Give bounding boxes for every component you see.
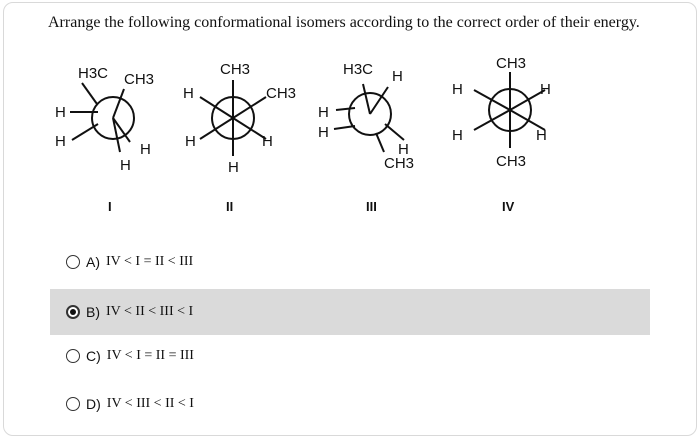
mol3-numeral: III xyxy=(366,199,377,214)
option-d-text: IV < III < II < I xyxy=(106,396,194,411)
mol3-label-h3c: H3C xyxy=(343,61,374,78)
mol2-label-ch3-top: CH3 xyxy=(220,61,251,78)
mol1-label-ch3: CH3 xyxy=(124,71,155,88)
mol4-label-ch3-top: CH3 xyxy=(496,55,527,72)
mol2-label-h-upper-left: H xyxy=(183,85,194,102)
mol1-label-h-left-top: H xyxy=(55,104,66,121)
option-a-letter: A) xyxy=(86,254,100,270)
mol1-label-h-left-bottom: H xyxy=(55,133,66,150)
mol3-label-h-upper-right: H xyxy=(392,68,403,85)
newman-projection-4 xyxy=(474,72,545,148)
mol3-label-h-left-top: H xyxy=(318,104,329,121)
mol4-label-h-lower-right: H xyxy=(536,127,547,144)
newman-projection-2 xyxy=(200,80,266,156)
option-b-letter: B) xyxy=(86,304,100,320)
option-d[interactable] xyxy=(56,383,650,425)
mol4-numeral: IV xyxy=(502,199,515,214)
mol2-label-h-lower-left: H xyxy=(185,133,196,150)
radio-option-c[interactable] xyxy=(66,349,80,363)
newman-projection-3 xyxy=(334,84,404,152)
mol4-label-ch3-bottom: CH3 xyxy=(496,153,527,170)
mol2-label-ch3-upper-right: CH3 xyxy=(266,85,297,102)
mol4-label-h-upper-right: H xyxy=(540,81,551,98)
mol2-numeral: II xyxy=(226,199,234,214)
option-a-text: IV < I = II < III xyxy=(106,254,194,269)
question-text: Arrange the following conformational isomers according to the correct order of their energy. xyxy=(48,14,640,31)
option-a[interactable] xyxy=(56,241,650,283)
radio-selected-dot xyxy=(70,309,76,315)
option-c[interactable] xyxy=(56,335,650,377)
radio-option-b[interactable] xyxy=(66,305,80,319)
mol2-label-h-bottom: H xyxy=(228,159,239,176)
option-b-text: IV < II < III < I xyxy=(106,304,194,319)
mol1-numeral: I xyxy=(108,199,112,214)
mol2-label-h-lower-right: H xyxy=(262,133,273,150)
radio-option-a[interactable] xyxy=(66,255,80,269)
option-b[interactable] xyxy=(50,289,650,335)
radio-option-d[interactable] xyxy=(66,397,80,411)
mol4-label-h-upper-left: H xyxy=(452,81,463,98)
newman-projection-1 xyxy=(70,83,134,152)
mol3-label-h-left-bottom: H xyxy=(318,124,329,141)
mol4-label-h-lower-left: H xyxy=(452,127,463,144)
mol1-label-h3c: H3C xyxy=(78,65,109,82)
option-c-text: IV < I = II = III xyxy=(106,348,194,363)
option-c-letter: C) xyxy=(86,348,101,364)
mol1-label-h-right: H xyxy=(140,141,151,158)
mol1-label-h-bottom: H xyxy=(120,157,131,174)
mol3-label-h-lower-right: H xyxy=(398,141,409,158)
option-d-letter: D) xyxy=(86,396,101,412)
mol3-label-ch3-bottom: CH3 xyxy=(384,155,415,172)
